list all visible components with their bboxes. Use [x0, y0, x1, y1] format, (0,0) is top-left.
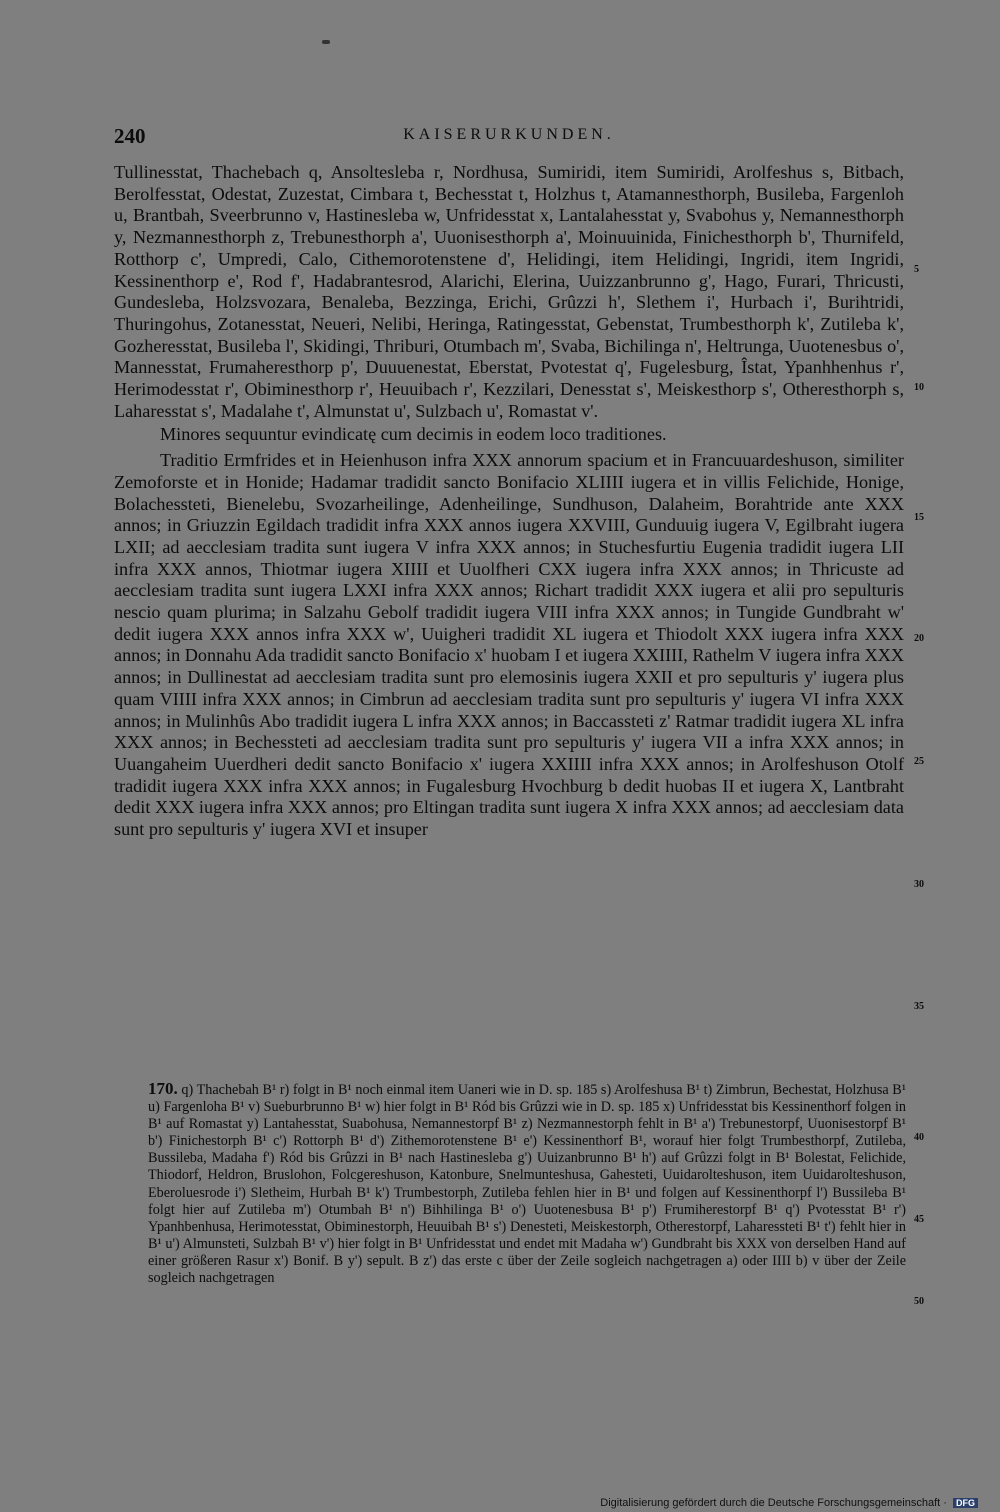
note-number: 170. — [148, 1079, 178, 1098]
traditio-paragraph: Traditio Ermfrides et in Heienhuson infra XXX annorum spacium et in Francuuardeshuson, similiter Zemoforste et in Honide; Hadamar tradidit sancto Bonifacio XLIIII iugera et in villis Felichide, Honige, Bolachessteti, Bienelebu, Svozarheilinge, Adenheilinge, Sundhuson, Dalaheim, Borahtride ante XXX annos; in Griuzzin Egildach tradidit infra XXX annos iugera XXVIII, Gunduuig iugera V, Egilbraht iugera LXII; ad aecclesiam tradita sunt iugera V infra XXX annos; in Stuchesfurtiu Eugenia tradidit iugera LII infra XXX annos, Thiotmar iugera XIIII et Uuolfheri CXX iugera infra XXX annos; in Thricuste ad aecclesiam tradita sunt iugera LXXI infra XXX annos; Richart tradidit XXX iugera et alii pro sepulturis nescio quam plurima; in Salzahu Gebolf tradidit iugera VIII infra XXX annos; in Tungide Gundbraht w' dedit iugera XXX annos infra XXX w', Uuigheri tradidit XL iugera et Thiodolt XXX iugera infra XXX annos; in Donnahu Ada tradidit sancto Bonifacio x' huobam I et iugera XXIIII, Rathelm V iugera infra XXX annos; in Dullinestat ad aecclesiam tradita sunt pro elemosinis iugera XXII et pro sepulturis y' iugera plus quam VIIII infra XXX annos; in Cimbrun ad aecclesiam tradita sunt pro sepulturis y' iugera VI infra XXX annos; in Mulinhûs Abo tradidit iugera L infra XXX annos; in Baccassteti z' Ratmar tradidit iugera XL infra XXX annos; in Bechessteti ad aecclesiam tradita sunt pro sepulturis y' iugera VII a infra XXX annos; in Uuangaheim Uuerdheri dedit sancto Bonifacio x' iugera XXIIII infra XXX annos; in Arolfeshuson Otolf tradidit iugera XXX infra XXX annos; in Fugalesburg Hvochburg b dedit huobas II et iugera X, Lantbraht dedit XXX iugera infra XXX annos; pro Eltingan tradita sunt iugera X infra XXX annos; ad aecclesiam data sunt pro sepulturis y' iugera XVI et insuper — [114, 450, 904, 840]
line-number: 10 — [914, 382, 924, 393]
line-number: 45 — [914, 1214, 924, 1225]
page-number: 240 — [114, 124, 146, 148]
page-header — [114, 124, 904, 150]
line-number: 40 — [914, 1132, 924, 1143]
running-title: KAISERURKUNDEN. — [403, 126, 615, 143]
minores-heading-paragraph: Minores sequuntur evindicatę cum decimis in eodem loco traditiones. — [160, 424, 667, 445]
line-number: 50 — [914, 1296, 924, 1307]
line-number: 20 — [914, 633, 924, 644]
place-list-paragraph: Tullinesstat, Thachebach q, Ansoltesleba r, Nordhusa, Sumiridi, item Sumiridi, Arolfeshus s, Bitbach, Berolfesstat, Odestat, Zuzestat, Cimbara t, Bechesstat t, Holzhus t, Atamannesthorph, Busileba, Fargenloh u, Brantbah, Sveerbrunno v, Hastinesleba w, Unfridesstat x, Lantalahesstat y, Svabohus y, Nemannesthorph y, Nezmannesthorph z, Trebunesthorph a', Uuonisesthorph a', Moinuuinida, Finichesthorph b', Thurnifeld, Rotthorp c', Umpredi, Calo, Cithemorotenstene d', Helidingi, item Helidingi, Ingridi, item Ingridi, Kessinenthorp e', Rod f', Hadabrantesrod, Alarichi, Elerina, Uuizzanbrunno g', Hago, Furari, Thricusti, Gundesleba, Holzsvozara, Benaleba, Bezzinga, Erichi, Grûzzi h', Slethem i', Hurbach i', Burihtridi, Thuringohus, Zotanesstat, Neueri, Nelibi, Heringa, Ratingesstat, Gebenstat, Trumbesthorph k', Zutileba k', Gozheresstat, Busileba l', Skidingi, Thriburi, Otumbach m', Svaba, Bichilinga n', Heltrunga, Uuotenesbus o', Mannesstat, Frumaheresthorp p', Duuuenestat, Eberstat, Pvotestat q', Fugelesburg, Îstat, Ypanhhenhus r', Herimodesstat r', Obiminesthorp r', Heuuibach r', Kezzilari, Denesstat s', Meiskesthorp s', Otheresthorph s, Laharesstat s', Madalahe t', Almunstat u', Sulzbach u', Romastat v'. — [114, 162, 904, 421]
funding-credit: Digitalisierung gefördert durch die Deutsche Forschungsgemeinschaft · — [600, 1497, 947, 1509]
dfg-logo: DFG — [953, 1498, 978, 1508]
main-text — [114, 162, 904, 841]
critical-apparatus — [148, 1080, 906, 1287]
line-number: 25 — [914, 756, 924, 767]
footer-credit — [600, 1497, 978, 1509]
apparatus-text: q) Thachebah B¹ r) folgt in B¹ noch einmal item Uaneri wie in D. sp. 185 s) Arolfeshusa B¹ t) Zimbrun, Bechestat, Holzhusa B¹ u) Fargenloha B¹ v) Sueburbrunno B¹ w) hier folgt in B¹ Ród bis Grûzzi wie in D. sp. 185 x) Unfridesstat bis Kessinenthorf folgen in B¹ auf Romastat y) Lantahesstat, Suabohusa, Nemannestorpf B¹ z) Nezmannestorph fehlt in B¹ a') Trebunestorpf, Uuonisestorpf B¹ b') Finichestorph B¹ c') Rottorph B¹ d') Zithemorotenstene B¹ e') Kessinenthorf B¹, worauf hier folgt Trumbesthorpf, Zutileba, Bussileba, Madaha f') Ród bis Grûzzi in B¹ nach Hastinesleba g') Uuizanbrunno B¹ h') auf Grûzzi folgt in B¹ Bolestat, Felichide, Thiodorf, Heldron, Bruslohon, Folcgereshuson, Katonbure, Snelmunteshusa, Gahesteti, Uuidarolteshuson, item Uuidarolteshuson, Eberoluesrode i') Sletheim, Hurbah B¹ k') Trumbestorph, Zutileba fehlen hier in B¹ und folgen auf Kessinenthorpf l') Bussileba B¹ folgt hier auf Zutileba m') Otumbah B¹ n') Bihhilinga B¹ o') Uuotenesbusa B¹ p') Frumiherestorpf B¹ q') Pvotesstat B¹ r') Ypanhbenhusa, Herimotesstat, Obiminestorph, Heuuibah B¹ s') Denesteti, Meiskestorph, Otherestorpf, Laharessteti B¹ t') fehlt hier in B¹ u') Almunsteti, Sulzbah B¹ v') hier folgt in B¹ Unfridesstat und endet mit Madaha w') Gundbraht bis XXX von derselben Hand auf einer größeren Rasur x') Bonif. B y') sepult. B z') das erste c über der Zeile sogleich nachgetragen a) oder IIII b) v über der Zeile sogleich nachgetragen — [148, 1082, 907, 1287]
line-number: 5 — [914, 264, 919, 275]
line-number: 15 — [914, 512, 924, 523]
line-number: 35 — [914, 1001, 924, 1012]
line-number: 30 — [914, 879, 924, 890]
scan-artifact — [322, 40, 330, 44]
